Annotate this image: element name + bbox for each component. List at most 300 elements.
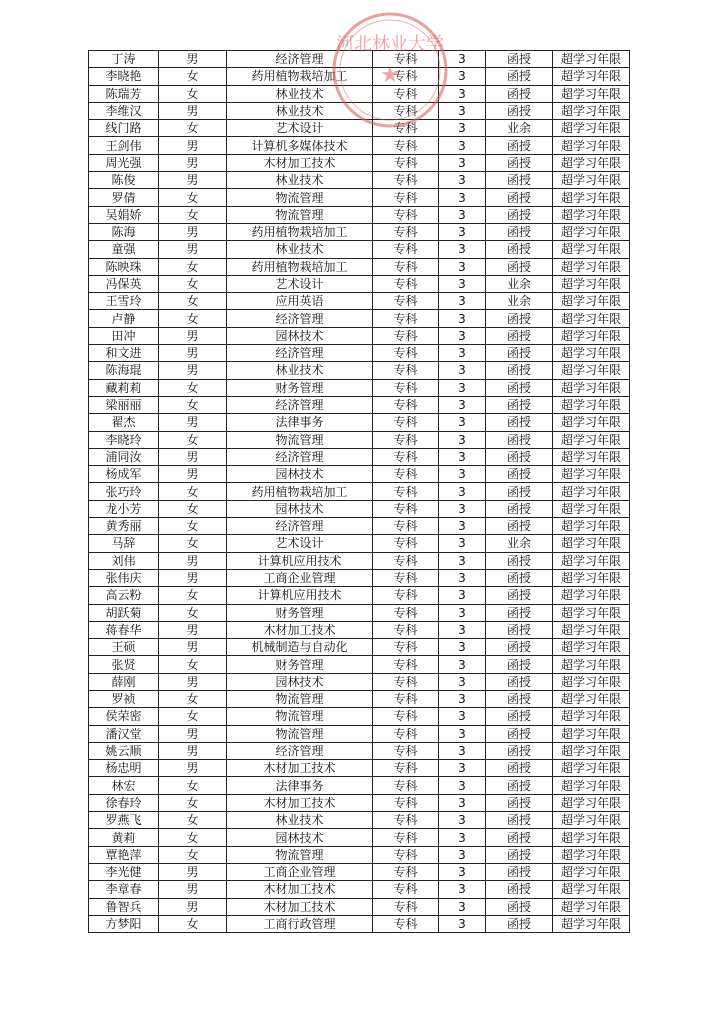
study-mode-cell: 函授 [486,587,553,604]
years-cell: 3 [439,708,486,725]
table-row [89,137,630,154]
name-cell: 卢静 [89,310,159,327]
major-cell: 园林技术 [227,327,373,344]
name-cell: 刘伟 [89,552,159,569]
table-row [89,656,630,673]
name-cell: 林宏 [89,777,159,794]
major-cell: 药用植物栽培加工 [227,483,373,500]
gender-cell: 男 [159,172,227,189]
status-cell: 超学习年限 [553,51,630,68]
study-mode-cell: 函授 [486,846,553,863]
gender-cell: 女 [159,915,227,932]
name-cell: 丁涛 [89,51,159,68]
gender-cell: 女 [159,604,227,621]
name-cell: 浦同汝 [89,448,159,465]
major-cell: 法律事务 [227,414,373,431]
years-cell: 3 [439,345,486,362]
major-cell: 药用植物栽培加工 [227,258,373,275]
years-cell: 3 [439,51,486,68]
table-row [89,569,630,586]
status-cell: 超学习年限 [553,898,630,915]
years-cell: 3 [439,742,486,759]
name-cell: 薛刚 [89,673,159,690]
status-cell: 超学习年限 [553,690,630,707]
table-row [89,898,630,915]
status-cell: 超学习年限 [553,760,630,777]
major-cell: 林业技术 [227,362,373,379]
table-row [89,483,630,500]
status-cell: 超学习年限 [553,85,630,102]
major-cell: 经济管理 [227,518,373,535]
study-mode-cell: 函授 [486,863,553,880]
study-mode-cell: 函授 [486,362,553,379]
level-cell: 专科 [373,241,439,258]
name-cell: 吴娟娇 [89,206,159,223]
years-cell: 3 [439,500,486,517]
years-cell: 3 [439,206,486,223]
gender-cell: 男 [159,327,227,344]
level-cell: 专科 [373,483,439,500]
table-row [89,68,630,85]
table-row [89,794,630,811]
major-cell: 经济管理 [227,742,373,759]
status-cell: 超学习年限 [553,794,630,811]
years-cell: 3 [439,448,486,465]
table-row [89,846,630,863]
table-body [89,51,630,933]
svg-text:★: ★ [380,63,400,88]
name-cell: 潘汉堂 [89,725,159,742]
major-cell: 物流管理 [227,189,373,206]
major-cell: 物流管理 [227,708,373,725]
status-cell: 超学习年限 [553,137,630,154]
name-cell: 侯荣密 [89,708,159,725]
study-mode-cell: 函授 [486,621,553,638]
study-mode-cell: 函授 [486,85,553,102]
years-cell: 3 [439,379,486,396]
years-cell: 3 [439,552,486,569]
table-row [89,812,630,829]
table-row [89,863,630,880]
status-cell: 超学习年限 [553,362,630,379]
major-cell: 计算机应用技术 [227,587,373,604]
status-cell: 超学习年限 [553,241,630,258]
study-mode-cell: 函授 [486,466,553,483]
status-cell: 超学习年限 [553,708,630,725]
gender-cell: 女 [159,500,227,517]
major-cell: 机械制造与自动化 [227,639,373,656]
major-cell: 药用植物栽培加工 [227,68,373,85]
name-cell: 方梦阳 [89,915,159,932]
study-mode-cell: 函授 [486,708,553,725]
gender-cell: 女 [159,293,227,310]
name-cell: 藏莉莉 [89,379,159,396]
status-cell: 超学习年限 [553,483,630,500]
study-mode-cell: 函授 [486,552,553,569]
status-cell: 超学习年限 [553,258,630,275]
status-cell: 超学习年限 [553,829,630,846]
study-mode-cell: 函授 [486,223,553,240]
name-cell: 线门路 [89,120,159,137]
table-row [89,172,630,189]
years-cell: 3 [439,293,486,310]
name-cell: 李章春 [89,881,159,898]
table-row [89,500,630,517]
years-cell: 3 [439,535,486,552]
level-cell: 专科 [373,725,439,742]
study-mode-cell: 函授 [486,137,553,154]
years-cell: 3 [439,241,486,258]
table-row [89,396,630,413]
level-cell: 专科 [373,552,439,569]
major-cell: 财务管理 [227,656,373,673]
status-cell: 超学习年限 [553,396,630,413]
level-cell: 专科 [373,51,439,68]
gender-cell: 女 [159,85,227,102]
major-cell: 园林技术 [227,829,373,846]
study-mode-cell: 函授 [486,345,553,362]
table-row [89,881,630,898]
name-cell: 张伟庆 [89,569,159,586]
gender-cell: 女 [159,812,227,829]
gender-cell: 女 [159,206,227,223]
gender-cell: 男 [159,863,227,880]
table-row [89,223,630,240]
years-cell: 3 [439,362,486,379]
name-cell: 高云粉 [89,587,159,604]
level-cell: 专科 [373,85,439,102]
table-row [89,587,630,604]
status-cell: 超学习年限 [553,379,630,396]
study-mode-cell: 函授 [486,310,553,327]
level-cell: 专科 [373,120,439,137]
years-cell: 3 [439,518,486,535]
table-row [89,293,630,310]
name-cell: 陈海 [89,223,159,240]
study-mode-cell: 函授 [486,431,553,448]
study-mode-cell: 函授 [486,102,553,119]
years-cell: 3 [439,690,486,707]
name-cell: 徐春玲 [89,794,159,811]
level-cell: 专科 [373,223,439,240]
status-cell: 超学习年限 [553,587,630,604]
level-cell: 专科 [373,137,439,154]
level-cell: 专科 [373,275,439,292]
name-cell: 梁丽丽 [89,396,159,413]
study-mode-cell: 函授 [486,794,553,811]
years-cell: 3 [439,172,486,189]
status-cell: 超学习年限 [553,639,630,656]
level-cell: 专科 [373,466,439,483]
name-cell: 王硕 [89,639,159,656]
level-cell: 专科 [373,673,439,690]
level-cell: 专科 [373,639,439,656]
major-cell: 木材加工技术 [227,154,373,171]
gender-cell: 男 [159,362,227,379]
major-cell: 物流管理 [227,206,373,223]
major-cell: 工商企业管理 [227,863,373,880]
status-cell: 超学习年限 [553,223,630,240]
study-mode-cell: 函授 [486,777,553,794]
years-cell: 3 [439,656,486,673]
gender-cell: 男 [159,414,227,431]
status-cell: 超学习年限 [553,535,630,552]
level-cell: 专科 [373,68,439,85]
years-cell: 3 [439,604,486,621]
name-cell: 黄莉 [89,829,159,846]
table-row [89,310,630,327]
level-cell: 专科 [373,690,439,707]
major-cell: 木材加工技术 [227,881,373,898]
table-row [89,673,630,690]
level-cell: 专科 [373,431,439,448]
gender-cell: 女 [159,518,227,535]
gender-cell: 男 [159,137,227,154]
name-cell: 罗祯 [89,690,159,707]
name-cell: 陈映珠 [89,258,159,275]
name-cell: 胡跃菊 [89,604,159,621]
level-cell: 专科 [373,327,439,344]
years-cell: 3 [439,777,486,794]
gender-cell: 男 [159,345,227,362]
study-mode-cell: 函授 [486,915,553,932]
table-row [89,431,630,448]
status-cell: 超学习年限 [553,742,630,759]
gender-cell: 女 [159,310,227,327]
major-cell: 经济管理 [227,51,373,68]
gender-cell: 女 [159,587,227,604]
major-cell: 计算机多媒体技术 [227,137,373,154]
major-cell: 林业技术 [227,172,373,189]
table-row [89,535,630,552]
years-cell: 3 [439,223,486,240]
study-mode-cell: 函授 [486,500,553,517]
major-cell: 物流管理 [227,431,373,448]
table-row [89,362,630,379]
study-mode-cell: 函授 [486,673,553,690]
major-cell: 艺术设计 [227,275,373,292]
status-cell: 超学习年限 [553,777,630,794]
study-mode-cell: 函授 [486,258,553,275]
study-mode-cell: 函授 [486,189,553,206]
status-cell: 超学习年限 [553,293,630,310]
gender-cell: 女 [159,120,227,137]
table-row [89,708,630,725]
gender-cell: 男 [159,639,227,656]
status-cell: 超学习年限 [553,725,630,742]
name-cell: 童强 [89,241,159,258]
study-mode-cell: 函授 [486,742,553,759]
level-cell: 专科 [373,414,439,431]
level-cell: 专科 [373,604,439,621]
years-cell: 3 [439,414,486,431]
major-cell: 园林技术 [227,500,373,517]
status-cell: 超学习年限 [553,172,630,189]
name-cell: 李光健 [89,863,159,880]
level-cell: 专科 [373,293,439,310]
status-cell: 超学习年限 [553,621,630,638]
gender-cell: 男 [159,673,227,690]
status-cell: 超学习年限 [553,500,630,517]
table-row [89,604,630,621]
status-cell: 超学习年限 [553,327,630,344]
level-cell: 专科 [373,587,439,604]
major-cell: 经济管理 [227,345,373,362]
years-cell: 3 [439,812,486,829]
level-cell: 专科 [373,172,439,189]
major-cell: 园林技术 [227,466,373,483]
table-row [89,120,630,137]
name-cell: 王雪玲 [89,293,159,310]
years-cell: 3 [439,881,486,898]
name-cell: 蒋春华 [89,621,159,638]
study-mode-cell: 函授 [486,241,553,258]
table-row [89,690,630,707]
name-cell: 马辞 [89,535,159,552]
major-cell: 木材加工技术 [227,794,373,811]
name-cell: 李维汉 [89,102,159,119]
table-row [89,829,630,846]
major-cell: 木材加工技术 [227,898,373,915]
major-cell: 经济管理 [227,310,373,327]
study-mode-cell: 函授 [486,414,553,431]
study-mode-cell: 函授 [486,812,553,829]
years-cell: 3 [439,898,486,915]
table-row [89,206,630,223]
status-cell: 超学习年限 [553,846,630,863]
major-cell: 木材加工技术 [227,621,373,638]
years-cell: 3 [439,189,486,206]
level-cell: 专科 [373,206,439,223]
study-mode-cell: 函授 [486,639,553,656]
status-cell: 超学习年限 [553,915,630,932]
study-mode-cell: 函授 [486,656,553,673]
study-mode-cell: 函授 [486,327,553,344]
years-cell: 3 [439,396,486,413]
status-cell: 超学习年限 [553,656,630,673]
level-cell: 专科 [373,102,439,119]
study-mode-cell: 函授 [486,379,553,396]
level-cell: 专科 [373,535,439,552]
years-cell: 3 [439,466,486,483]
name-cell: 张贤 [89,656,159,673]
gender-cell: 男 [159,881,227,898]
gender-cell: 女 [159,708,227,725]
years-cell: 3 [439,120,486,137]
table-row [89,189,630,206]
table-row [89,552,630,569]
years-cell: 3 [439,431,486,448]
gender-cell: 男 [159,552,227,569]
table-row [89,777,630,794]
level-cell: 专科 [373,812,439,829]
table-row [89,345,630,362]
years-cell: 3 [439,275,486,292]
gender-cell: 男 [159,725,227,742]
major-cell: 财务管理 [227,604,373,621]
name-cell: 罗燕飞 [89,812,159,829]
table-row [89,379,630,396]
gender-cell: 女 [159,690,227,707]
major-cell: 林业技术 [227,102,373,119]
table-row [89,327,630,344]
years-cell: 3 [439,137,486,154]
major-cell: 林业技术 [227,812,373,829]
gender-cell: 女 [159,275,227,292]
major-cell: 计算机应用技术 [227,552,373,569]
study-mode-cell: 函授 [486,604,553,621]
status-cell: 超学习年限 [553,431,630,448]
major-cell: 工商行政管理 [227,915,373,932]
name-cell: 王剑伟 [89,137,159,154]
table-row [89,448,630,465]
gender-cell: 女 [159,68,227,85]
study-mode-cell: 业余 [486,275,553,292]
level-cell: 专科 [373,396,439,413]
study-mode-cell: 函授 [486,68,553,85]
study-mode-cell: 业余 [486,293,553,310]
table-row [89,241,630,258]
major-cell: 应用英语 [227,293,373,310]
name-cell: 冯保英 [89,275,159,292]
years-cell: 3 [439,258,486,275]
table-row [89,258,630,275]
name-cell: 田冲 [89,327,159,344]
table-row [89,275,630,292]
major-cell: 园林技术 [227,673,373,690]
gender-cell: 男 [159,241,227,258]
name-cell: 黄秀丽 [89,518,159,535]
gender-cell: 男 [159,466,227,483]
major-cell: 木材加工技术 [227,760,373,777]
gender-cell: 女 [159,794,227,811]
level-cell: 专科 [373,189,439,206]
name-cell: 周光强 [89,154,159,171]
name-cell: 罗倩 [89,189,159,206]
level-cell: 专科 [373,258,439,275]
years-cell: 3 [439,310,486,327]
level-cell: 专科 [373,760,439,777]
gender-cell: 男 [159,102,227,119]
gender-cell: 女 [159,258,227,275]
study-mode-cell: 函授 [486,690,553,707]
major-cell: 法律事务 [227,777,373,794]
name-cell: 杨忠明 [89,760,159,777]
name-cell: 陈瑞芳 [89,85,159,102]
name-cell: 杨成军 [89,466,159,483]
study-mode-cell: 函授 [486,483,553,500]
gender-cell: 男 [159,569,227,586]
years-cell: 3 [439,102,486,119]
study-mode-cell: 函授 [486,569,553,586]
gender-cell: 男 [159,760,227,777]
years-cell: 3 [439,829,486,846]
years-cell: 3 [439,863,486,880]
status-cell: 超学习年限 [553,345,630,362]
level-cell: 专科 [373,863,439,880]
name-cell: 翟杰 [89,414,159,431]
level-cell: 专科 [373,656,439,673]
status-cell: 超学习年限 [553,863,630,880]
table-row [89,621,630,638]
table-row [89,154,630,171]
major-cell: 艺术设计 [227,535,373,552]
level-cell: 专科 [373,829,439,846]
years-cell: 3 [439,621,486,638]
status-cell: 超学习年限 [553,466,630,483]
level-cell: 专科 [373,345,439,362]
gender-cell: 男 [159,51,227,68]
